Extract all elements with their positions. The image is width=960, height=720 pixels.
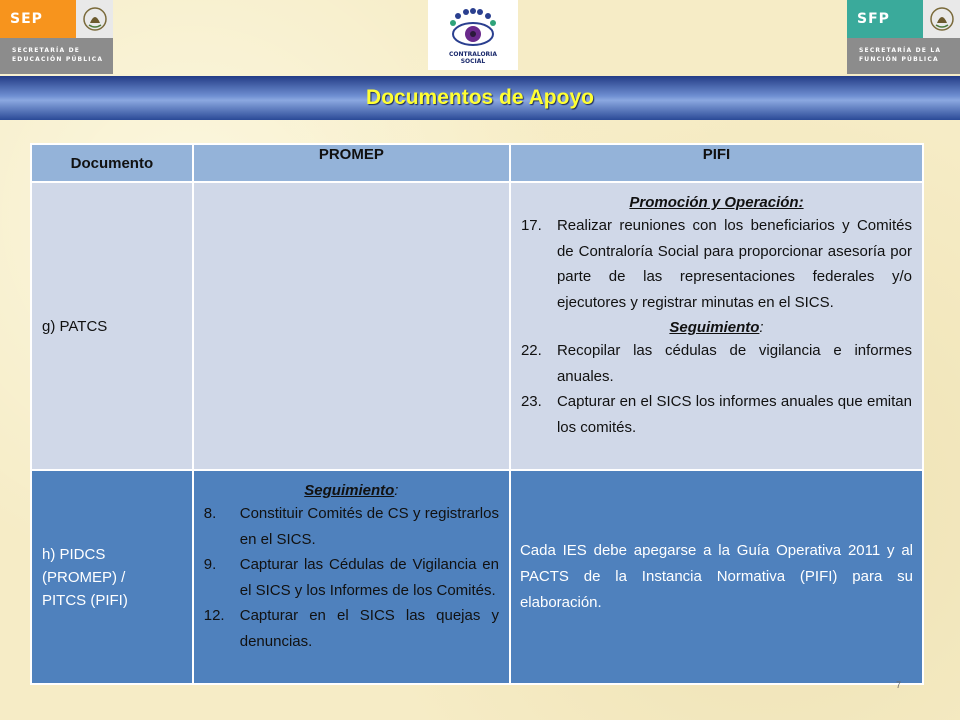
- item-text: Capturar las Cédulas de Vigilancia en el SICS y los Informes de los Comités.: [239, 556, 499, 599]
- mexico-seal-icon: [923, 0, 960, 38]
- cell-pifi: [510, 182, 923, 470]
- section-suffix: :: [394, 482, 399, 499]
- item-text: Realizar reuniones con los beneficiarios y Comités de Contraloría Social para proporcionar asesoría por parte de las representaciones federales y/o ejecutores y registrar minutas en el SICS.: [556, 217, 912, 311]
- title-bar: [0, 76, 960, 120]
- header-pifi: PIFI: [510, 144, 923, 182]
- sep-brand: SEP: [0, 0, 76, 38]
- list-item: [204, 603, 499, 654]
- header-promep: PROMEP: [193, 144, 510, 182]
- sep-logo: [0, 0, 113, 74]
- table-header-row: [31, 144, 923, 182]
- section-heading: [204, 480, 499, 501]
- item-number: 9.: [203, 556, 217, 573]
- item-list: [521, 338, 912, 440]
- cell-promep: [193, 182, 510, 470]
- sep-line2: EDUCACIÓN PÚBLICA: [12, 56, 104, 63]
- item-text: Capturar en el SICS las quejas y denuncias.: [239, 607, 499, 650]
- item-text: Constituir Comités de CS y registrarlos en el SICS.: [239, 505, 499, 548]
- item-number: 12.: [203, 607, 225, 624]
- list-item: [521, 213, 912, 315]
- section-heading: [521, 192, 912, 213]
- item-number: 23.: [520, 393, 542, 410]
- list-item: [204, 552, 499, 603]
- section-heading: [521, 317, 912, 338]
- list-item: [521, 338, 912, 389]
- item-list: [204, 501, 499, 654]
- documento-line2: (PROMEP) /: [42, 568, 126, 586]
- documento-line1: h) PIDCS: [42, 545, 106, 563]
- sfp-line2: FUNCIÓN PÚBLICA: [859, 56, 939, 63]
- item-number: 8.: [203, 505, 217, 522]
- sep-line1: SECRETARÍA DE: [12, 47, 81, 54]
- section-title: Seguimiento: [304, 482, 395, 499]
- item-list: [521, 213, 912, 315]
- section-title: Promoción y Operación:: [629, 194, 804, 211]
- item-number: 17.: [520, 217, 542, 234]
- documento-name: g) PATCS: [42, 317, 108, 335]
- cell-promep: [193, 470, 510, 684]
- item-number: 22.: [520, 342, 542, 359]
- page-title: Documentos de Apoyo: [366, 86, 594, 109]
- documento-line3: PITCS (PIFI): [42, 591, 128, 609]
- contraloria-social-logo: [428, 0, 518, 70]
- page-number: 7: [896, 680, 902, 690]
- cell-pifi: [510, 470, 923, 684]
- header-documento: Documento: [31, 144, 193, 182]
- item-text: Recopilar las cédulas de vigilancia e informes anuales.: [556, 342, 912, 385]
- center-logo-line1: CONTRALORIA: [448, 50, 498, 58]
- sfp-line1: SECRETARÍA DE LA: [859, 47, 942, 54]
- mexico-seal-icon: [76, 0, 113, 38]
- center-logo-line2: SOCIAL: [460, 57, 486, 65]
- list-item: [204, 501, 499, 552]
- sfp-brand: SFP: [847, 0, 923, 38]
- item-text: Capturar en el SICS los informes anuales que emitan los comités.: [556, 393, 912, 436]
- pifi-description: Cada IES debe apegarse a la Guía Operativa 2011 y al PACTS de la Instancia Normativa (PIFI) para su elaboración.: [519, 542, 913, 611]
- cell-documento: [31, 182, 193, 470]
- list-item: [521, 389, 912, 440]
- section-suffix: :: [759, 319, 764, 336]
- sfp-logo: [847, 0, 960, 74]
- documents-table: [30, 143, 924, 685]
- table-row: [31, 182, 923, 470]
- section-title: Seguimiento: [669, 319, 760, 336]
- table-row: [31, 470, 923, 684]
- people-circle-icon: [438, 6, 508, 50]
- cell-documento: [31, 470, 193, 684]
